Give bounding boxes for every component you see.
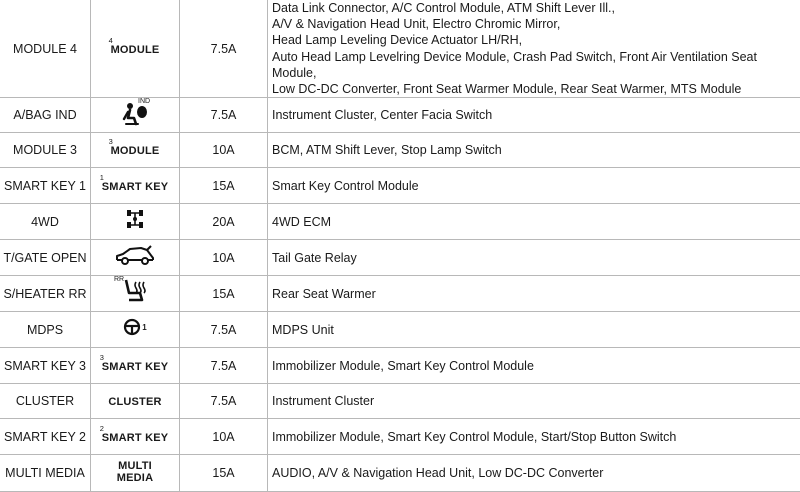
fuse-name: SMART KEY 3 bbox=[0, 348, 91, 384]
table-row bbox=[0, 276, 800, 312]
table-row bbox=[0, 133, 800, 168]
fuse-rating: 20A bbox=[180, 204, 268, 240]
fuse-description bbox=[268, 276, 800, 312]
description-line: Instrument Cluster, Center Facia Switch bbox=[272, 107, 800, 123]
fuse-description bbox=[268, 133, 800, 168]
description-line: Smart Key Control Module bbox=[272, 178, 800, 194]
fuse-name: MULTI MEDIA bbox=[0, 455, 91, 492]
fuse-description bbox=[268, 240, 800, 276]
symbol-superscript: 2 bbox=[100, 423, 104, 435]
symbol-superscript: 4 bbox=[109, 35, 113, 47]
fuse-name: SMART KEY 2 bbox=[0, 419, 91, 455]
symbol-suffix: 1 bbox=[142, 323, 146, 332]
symbol-superscript: 3 bbox=[109, 136, 113, 148]
description-line: Immobilizer Module, Smart Key Control Module, Start/Stop Button Switch bbox=[272, 429, 800, 445]
description-line: Tail Gate Relay bbox=[272, 250, 800, 266]
airbag-indicator-icon bbox=[112, 100, 158, 126]
description-line: AUDIO, A/V & Navigation Head Unit, Low DC-DC Converter bbox=[272, 465, 800, 481]
description-line: Data Link Connector, A/C Control Module, ATM Shift Lever Ill., bbox=[272, 0, 800, 16]
description-line: A/V & Navigation Head Unit, Electro Chromic Mirror, bbox=[272, 16, 800, 32]
symbol-superscript: IND bbox=[138, 98, 150, 105]
seat-heater-icon bbox=[120, 278, 150, 304]
fuse-symbol bbox=[91, 419, 180, 455]
symbol-superscript: 1 bbox=[100, 172, 104, 184]
fuse-description bbox=[268, 204, 800, 240]
symbol-label: MODULE bbox=[111, 145, 160, 157]
fuse-symbol bbox=[91, 455, 180, 492]
fuse-symbol bbox=[91, 276, 180, 312]
symbol-superscript: 3 bbox=[100, 352, 104, 364]
description-line: Low DC-DC Converter, Front Seat Warmer Module, Rear Seat Warmer, MTS Module bbox=[272, 81, 800, 97]
fuse-name: 4WD bbox=[0, 204, 91, 240]
fuse-rating: 7.5A bbox=[180, 384, 268, 419]
symbol-label: SMART KEY bbox=[102, 361, 169, 373]
fuse-rating: 15A bbox=[180, 455, 268, 492]
description-line: BCM, ATM Shift Lever, Stop Lamp Switch bbox=[272, 142, 800, 158]
fuse-description bbox=[268, 348, 800, 384]
steering-wheel-icon bbox=[123, 318, 146, 336]
symbol-label: MULTI MEDIA bbox=[117, 460, 153, 484]
fuse-name: MODULE 3 bbox=[0, 133, 91, 168]
description-line: Immobilizer Module, Smart Key Control Module bbox=[272, 358, 800, 374]
fuse-symbol bbox=[91, 133, 180, 168]
fuse-name: S/HEATER RR bbox=[0, 276, 91, 312]
fuse-rating: 15A bbox=[180, 168, 268, 204]
fuse-rating: 10A bbox=[180, 419, 268, 455]
description-line: Instrument Cluster bbox=[272, 393, 800, 409]
symbol-superscript: RR bbox=[114, 276, 124, 283]
description-line: Head Lamp Leveling Device Actuator LH/RH, bbox=[272, 32, 800, 48]
description-line: Auto Head Lamp Levelring Device Module, Crash Pad Switch, Front Air Ventilation Seat Module, bbox=[272, 49, 800, 81]
table-row bbox=[0, 0, 800, 98]
fuse-rating: 7.5A bbox=[180, 98, 268, 133]
symbol-label: SMART KEY bbox=[102, 181, 169, 193]
fuse-description bbox=[268, 168, 800, 204]
fuse-rating: 7.5A bbox=[180, 312, 268, 348]
fuse-rating: 10A bbox=[180, 133, 268, 168]
description-line: MDPS Unit bbox=[272, 322, 800, 338]
fuse-symbol bbox=[91, 384, 180, 419]
fuse-name: SMART KEY 1 bbox=[0, 168, 91, 204]
table-row bbox=[0, 312, 800, 348]
table-row bbox=[0, 419, 800, 455]
table-row bbox=[0, 240, 800, 276]
table-row bbox=[0, 384, 800, 419]
symbol-label: SMART KEY bbox=[102, 432, 169, 444]
table-row bbox=[0, 348, 800, 384]
fuse-rating: 10A bbox=[180, 240, 268, 276]
symbol-label: CLUSTER bbox=[108, 396, 161, 408]
description-line: 4WD ECM bbox=[272, 214, 800, 230]
fuse-rating: 15A bbox=[180, 276, 268, 312]
fuse-description bbox=[268, 0, 800, 98]
fuse-symbol bbox=[91, 348, 180, 384]
fuse-description bbox=[268, 384, 800, 419]
fuse-symbol bbox=[91, 204, 180, 240]
symbol-label: MODULE bbox=[111, 44, 160, 56]
fuse-description bbox=[268, 419, 800, 455]
fuse-symbol bbox=[91, 98, 180, 133]
tailgate-icon bbox=[113, 244, 157, 266]
fuse-symbol bbox=[91, 312, 180, 348]
fuse-name: MDPS bbox=[0, 312, 91, 348]
table-row bbox=[0, 168, 800, 204]
fuse-symbol bbox=[91, 240, 180, 276]
fuse-name: CLUSTER bbox=[0, 384, 91, 419]
4wd-icon bbox=[124, 208, 146, 230]
fuse-rating: 7.5A bbox=[180, 348, 268, 384]
table-row bbox=[0, 98, 800, 133]
fuse-description bbox=[268, 98, 800, 133]
fuse-name: MODULE 4 bbox=[0, 0, 91, 98]
fuse-description bbox=[268, 312, 800, 348]
description-line: Rear Seat Warmer bbox=[272, 286, 800, 302]
fuse-rating: 7.5A bbox=[180, 0, 268, 98]
fuse-symbol bbox=[91, 0, 180, 98]
fuse-name: T/GATE OPEN bbox=[0, 240, 91, 276]
table-row bbox=[0, 455, 800, 492]
table-row bbox=[0, 204, 800, 240]
fuse-symbol bbox=[91, 168, 180, 204]
fuse-description bbox=[268, 455, 800, 492]
fuse-name: A/BAG IND bbox=[0, 98, 91, 133]
